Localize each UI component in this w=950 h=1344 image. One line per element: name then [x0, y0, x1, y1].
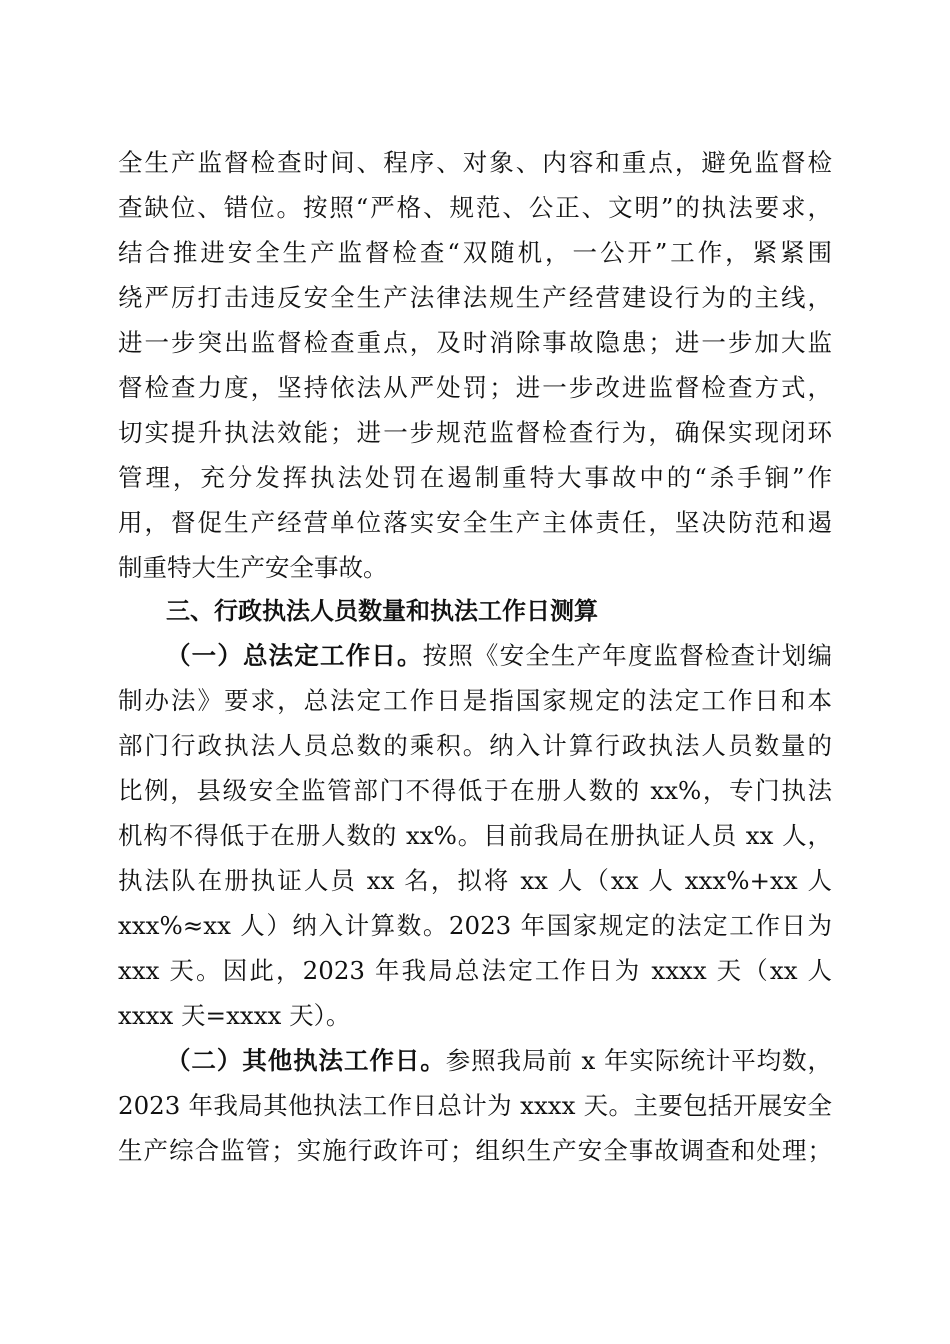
text-line: 比例，县级安全监管部门不得低于在册人数的 xx%，专门执法	[118, 776, 832, 805]
text-line: 部门行政执法人员总数的乘积。纳入计算行政执法人员数量的	[118, 731, 832, 760]
text-line: 制办法》要求，总法定工作日是指国家规定的法定工作日和本	[118, 686, 832, 715]
text-line: 查缺位、错位。按照“严格、规范、公正、文明”的执法要求，	[118, 193, 832, 222]
text-line: 绕严厉打击违反安全生产法律法规生产经营建设行为的主线，	[118, 283, 832, 312]
text-line: 切实提升执法效能；进一步规范监督检查行为，确保实现闭环	[118, 418, 832, 447]
text-line: 进一步突出监督检查重点，及时消除事故隐患；进一步加大监	[118, 328, 832, 357]
text-line: 机构不得低于在册人数的 xx%。目前我局在册执证人员 xx 人，	[118, 821, 832, 850]
text-line: 用，督促生产经营单位落实安全生产主体责任，坚决防范和遏	[118, 508, 832, 537]
text-line: 制重特大生产安全事故。	[118, 553, 388, 582]
text-line: 管理，充分发挥执法处罚在遏制重特大事故中的“杀手锏”作	[118, 463, 832, 492]
item-2-text: 参照我局前 x 年实际统计平均数，	[445, 1046, 832, 1075]
text-line: 督检查力度，坚持依法从严处罚；进一步改进监督检查方式，	[118, 373, 832, 402]
text-line: xxx 天。因此，2023 年我局总法定工作日为 xxxx 天（xx 人	[118, 956, 832, 985]
text-line: 执法队在册执证人员 xx 名，拟将 xx 人（xx 人 xxx%+xx 人	[118, 866, 832, 895]
text-line: xxxx 天=xxxx 天）。	[118, 1001, 351, 1030]
item-2-first-line	[166, 1046, 832, 1076]
text-line: 生产综合监管；实施行政许可；组织生产安全事故调查和处理；	[118, 1136, 832, 1165]
text-line: 2023 年我局其他执法工作日总计为 xxxx 天。主要包括开展安全	[118, 1091, 832, 1120]
text-line: 全生产监督检查时间、程序、对象、内容和重点，避免监督检	[118, 148, 832, 177]
text-line: 结合推进安全生产监督检查“双随机，一公开”工作，紧紧围	[118, 238, 832, 267]
item-1-label: （一）总法定工作日。	[166, 641, 423, 670]
item-2-label: （二）其他执法工作日。	[166, 1046, 446, 1075]
text-line: xxx%≈xx 人）纳入计算数。2023 年国家规定的法定工作日为	[118, 911, 832, 940]
section-heading: 三、行政执法人员数量和执法工作日测算	[166, 597, 598, 625]
item-1-text: 按照《安全生产年度监督检查计划编	[422, 641, 833, 670]
item-1-first-line	[166, 641, 832, 671]
